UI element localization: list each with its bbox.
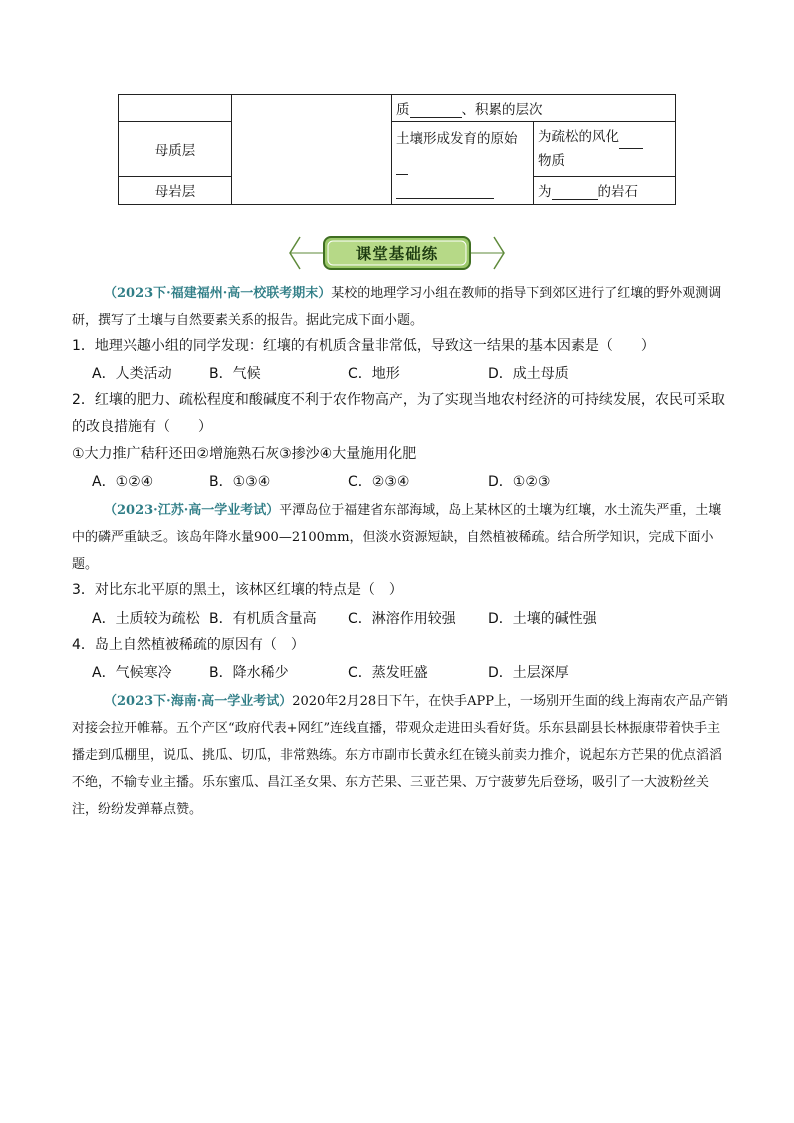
source-tag: （2023下·海南·高一学业考试）: [104, 694, 293, 709]
option-d[interactable]: D．①②③: [488, 474, 551, 490]
option-d[interactable]: D．土层深厚: [488, 665, 569, 681]
table-cell: [232, 95, 392, 205]
section-banner: [286, 233, 508, 273]
group-intro: [72, 497, 732, 578]
cell-text: 质: [396, 102, 410, 119]
option-a[interactable]: A．气候寒冷: [92, 665, 172, 681]
answer-blank[interactable]: [396, 160, 408, 175]
option-a[interactable]: A．人类活动: [92, 366, 172, 382]
intro-text: 某校的地理学习小组在教师的指导下到郊区进行了红壤的野外观测调研，撰写了土壤与自然要素关系的报告。据此完成下面小题。: [72, 286, 722, 328]
cell-text: 的岩石: [597, 184, 638, 201]
question-stem: 3．对比东北平原的黑土，该林区红壤的特点是（ ）: [72, 582, 403, 598]
intro-text: 2020年2月28日下午，在快手APP上，一场别开生面的线上海南农产品产销对接会拉开帷幕。五个产区“政府代表+网红”连线直播，带观众走进田头看好货。乐东县副县长林振康带着快手主播走到瓜棚里，说瓜、挑瓜、切瓜，非常熟练。东方市副市长黄永红在镜头前卖力推介，说起东方芒果的优点滔滔不绝，不输专业主播。乐东蜜瓜、昌江圣女果、东方芒果、三亚芒果、万宁菠萝先后登场，吸引了一大波粉丝关注，纷纷发弹幕点赞。: [72, 694, 729, 817]
answer-blank[interactable]: [552, 185, 598, 200]
option-b[interactable]: B．降水稀少: [209, 665, 289, 681]
source-tag: （2023·江苏·高一学业考试）: [104, 503, 280, 518]
cell-text: 为: [538, 184, 552, 201]
table-cell: [534, 176, 676, 204]
option-b[interactable]: B．气候: [209, 366, 261, 382]
option-a[interactable]: A．①②④: [92, 474, 154, 490]
option-b[interactable]: B．有机质含量高: [209, 611, 317, 627]
table-cell: [392, 122, 534, 205]
cell-text: 为疏松的风化: [538, 128, 619, 145]
source-tag: （2023下·福建福州·高一校联考期末）: [104, 286, 332, 301]
intro-text: 平潭岛位于福建省东部海域，岛上某林区的土壤为红壤，水土流失严重，土壤中的磷严重缺乏。该岛年降水量900—2100mm，但淡水资源短缺，自然植被稀疏。结合所学知识，完成下面小题。: [72, 503, 722, 572]
soil-profile-table: [118, 94, 676, 205]
section-title: 课堂基础练: [355, 245, 439, 263]
layer-name: 母质层: [119, 122, 232, 176]
answer-blank[interactable]: [396, 184, 494, 199]
table-row: [119, 95, 676, 122]
group-intro: [72, 688, 732, 823]
answer-blank[interactable]: [619, 134, 643, 149]
table-cell: [119, 95, 232, 122]
table-cell: [392, 95, 676, 122]
table-cell: [534, 122, 676, 176]
question-stem: 4．岛上自然植被稀疏的原因有（ ）: [72, 637, 305, 653]
option-a[interactable]: A．土质较为疏松: [92, 611, 200, 627]
option-c[interactable]: C．淋溶作用较强: [348, 611, 456, 627]
layer-name: 母岩层: [119, 176, 232, 204]
group-intro: [72, 280, 732, 334]
cell-text: 物质: [538, 152, 565, 169]
option-d[interactable]: D．土壤的碱性强: [488, 611, 597, 627]
cell-text: 、积累的层次: [461, 102, 543, 119]
option-b[interactable]: B．①③④: [209, 474, 271, 490]
table-row: [119, 122, 676, 176]
cell-text: 土壤形成发育的原始: [396, 131, 518, 148]
answer-blank[interactable]: [410, 103, 462, 118]
option-c[interactable]: C．蒸发旺盛: [348, 665, 428, 681]
question-stem: 1．地理兴趣小组的同学发现：红壤的有机质含量非常低，导致这一结果的基本因素是（ ）: [72, 338, 655, 354]
option-c[interactable]: C．②③④: [348, 474, 410, 490]
option-c[interactable]: C．地形: [348, 366, 400, 382]
question-stem: 2．红壤的肥力、疏松程度和酸碱度不利于农作物高产，为了实现当地农村经济的可持续发展，农民可采取的改良措施有（ ）: [72, 392, 725, 435]
option-d[interactable]: D．成土母质: [488, 366, 569, 382]
measure-list: ①大力推广秸秆还田②增施熟石灰③掺沙④大量施用化肥: [72, 446, 417, 462]
